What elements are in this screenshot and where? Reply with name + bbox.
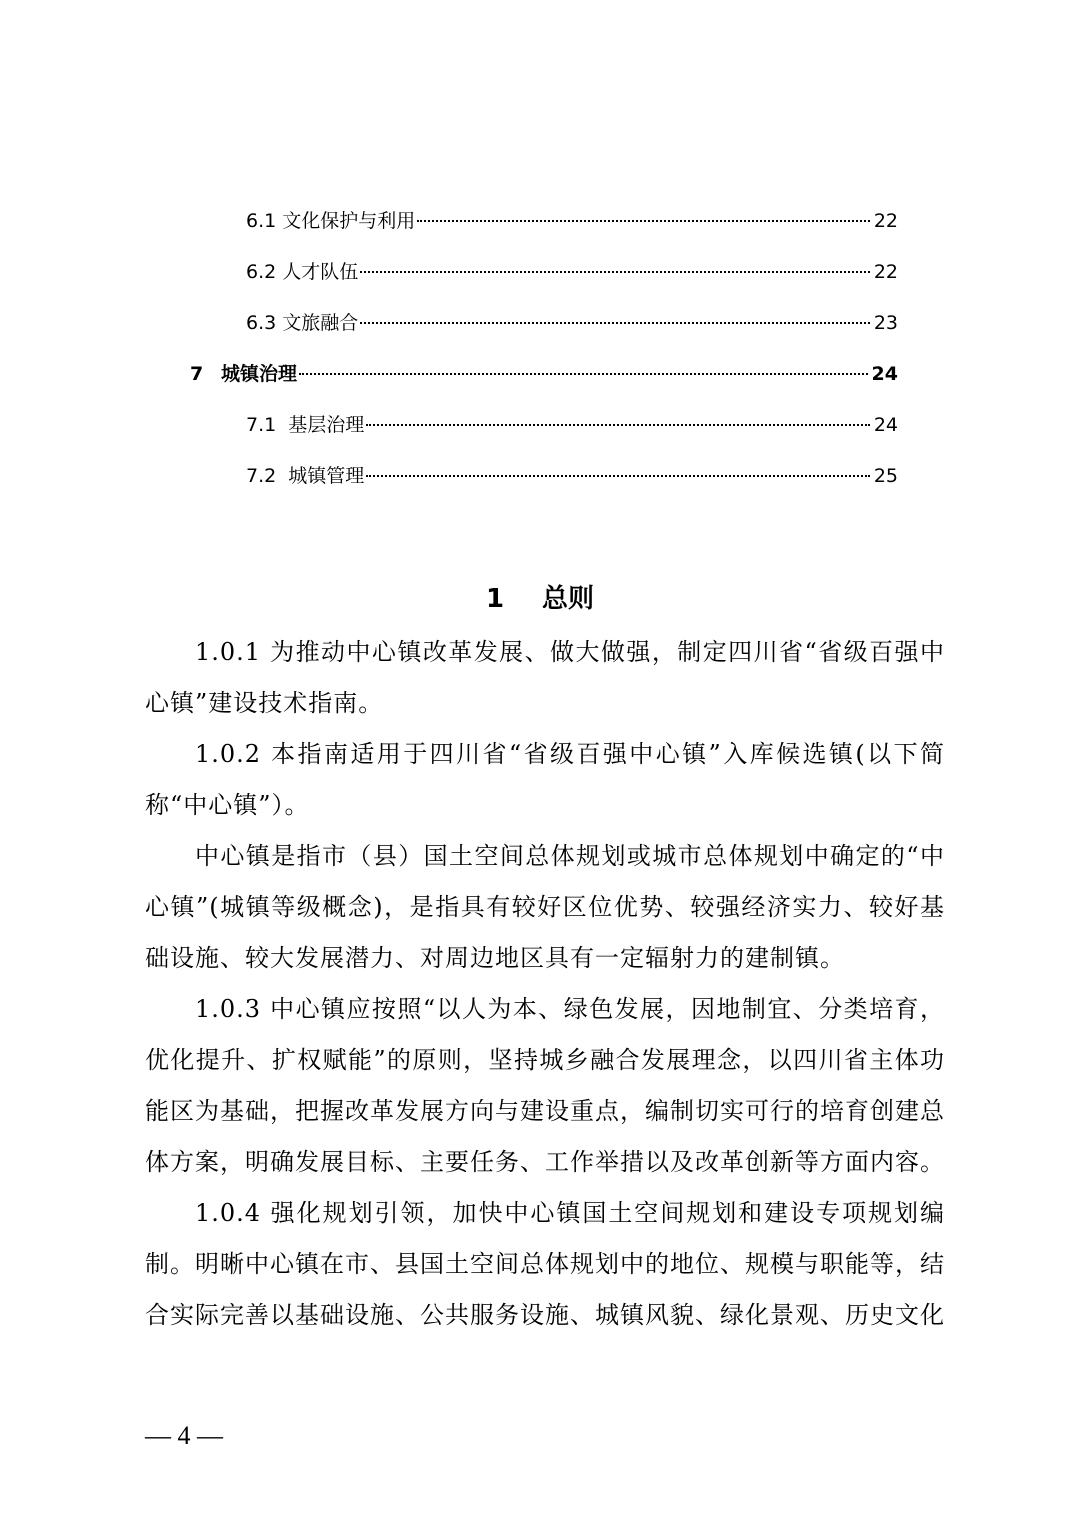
toc-entry-7-1[interactable] bbox=[246, 412, 898, 438]
toc-entry-page: 25 bbox=[873, 465, 898, 487]
paragraph-central-town-definition: 中心镇是指市（县）国土空间总体规划或城市总体规划中确定的“中心镇”(城镇等级概念)，是指具有较好区位优势、较强经济实力、较好基础设施、较大发展潜力、对周边地区具有一定辐射力的建制镇。 bbox=[145, 842, 945, 972]
section-title: 总则 bbox=[542, 584, 595, 614]
toc-entry-page: 23 bbox=[873, 312, 898, 334]
toc-entry-7-2[interactable] bbox=[246, 463, 898, 489]
toc-dot-leader bbox=[366, 424, 870, 426]
toc-entry-6-1[interactable] bbox=[246, 208, 898, 234]
toc-entry-number: 7.2 bbox=[246, 465, 289, 487]
toc-entry-6-3[interactable] bbox=[246, 310, 898, 336]
toc-entry-number: 7 bbox=[190, 363, 204, 385]
section-heading bbox=[0, 581, 1080, 617]
toc-entry-title: 城镇治理 bbox=[221, 363, 298, 385]
paragraph-1-0-4: 1.0.4 强化规划引领，加快中心镇国土空间规划和建设专项规划编制。明晰中心镇在市、县国土空间总体规划中的地位、规模与职能等，结合实际完善以基础设施、公共服务设施、城镇风貌、绿化景观、历史文化 bbox=[145, 1199, 945, 1329]
toc-entry-title: 文旅融合 bbox=[282, 312, 359, 334]
toc-dot-leader bbox=[366, 475, 870, 477]
paragraph-1-0-2: 1.0.2 本指南适用于四川省“省级百强中心镇”入库候选镇(以下简称“中心镇”）。 bbox=[145, 740, 945, 819]
toc-entry-title: 人才队伍 bbox=[282, 261, 359, 283]
toc-dot-leader bbox=[360, 271, 870, 273]
toc-entry-page: 24 bbox=[873, 414, 898, 436]
toc-entry-page: 24 bbox=[871, 363, 898, 385]
toc-entry-page: 22 bbox=[873, 261, 898, 283]
toc-entry-number: 6.3 bbox=[246, 312, 283, 334]
toc-entry-6-2[interactable] bbox=[246, 259, 898, 285]
toc-entry-title: 文化保护与利用 bbox=[282, 210, 416, 232]
page-number: — 4 — bbox=[145, 1421, 223, 1450]
toc-dot-leader bbox=[360, 322, 870, 324]
toc-entry-title: 基层治理 bbox=[288, 414, 365, 436]
body-text bbox=[145, 627, 945, 1341]
paragraph-1-0-1: 1.0.1 为推动中心镇改革发展、做大做强，制定四川省“省级百强中心镇”建设技术指南。 bbox=[145, 638, 945, 717]
toc-entry-title: 城镇管理 bbox=[288, 465, 365, 487]
toc-entry-7[interactable] bbox=[190, 361, 898, 387]
toc-entry-number: 6.1 bbox=[246, 210, 283, 232]
section-number: 1 bbox=[485, 584, 505, 614]
toc-dot-leader bbox=[299, 373, 868, 375]
toc-entry-page: 22 bbox=[873, 210, 898, 232]
paragraph-1-0-3: 1.0.3 中心镇应按照“以人为本、绿色发展，因地制宜、分类培育，优化提升、扩权赋能”的原则，坚持城乡融合发展理念，以四川省主体功能区为基础，把握改革发展方向与建设重点，编制切实可行的培育创建总体方案，明确发展目标、主要任务、工作举措以及改革创新等方面内容。 bbox=[145, 995, 945, 1176]
toc-dot-leader bbox=[417, 220, 870, 222]
toc-entry-number: 7.1 bbox=[246, 414, 289, 436]
toc-entry-number: 6.2 bbox=[246, 261, 283, 283]
